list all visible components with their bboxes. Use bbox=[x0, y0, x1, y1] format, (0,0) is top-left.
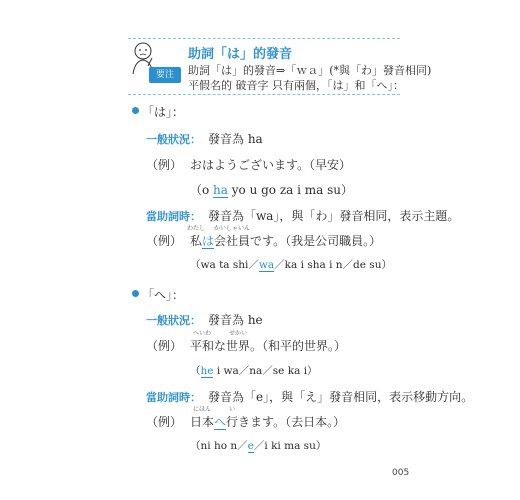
example-label: （例） bbox=[146, 234, 183, 248]
particle-case-tag: 當助詞時： bbox=[146, 391, 201, 404]
example-sentence: にほん 日本へ い 行きます。（去日本。） bbox=[190, 406, 346, 429]
highlight-syllable: he bbox=[200, 365, 214, 377]
example-sentence: わたし 私は かいしゃいん 会社員です。（我是公司職員。） bbox=[186, 225, 382, 248]
example-sentence: へいわ 平和な せかい 世界。（和平的世界。） bbox=[190, 330, 347, 353]
section-heading: 「へ」： bbox=[142, 288, 185, 302]
example-sentence: おはようございます。（早安） bbox=[190, 158, 352, 172]
furigana: へいわ bbox=[192, 330, 212, 337]
highlight-syllable: wa bbox=[258, 259, 275, 271]
furigana: かいしゃいん bbox=[214, 225, 251, 232]
note-top-rule bbox=[128, 38, 400, 39]
furigana: い bbox=[229, 406, 236, 413]
highlight-syllable: e bbox=[247, 440, 254, 452]
example-romaji: （o ha yo u go za i ma su） bbox=[190, 183, 354, 197]
example-label: （例） bbox=[146, 339, 183, 353]
note-title: 助詞「は」的發音 bbox=[188, 47, 293, 62]
particle-case-text: 發音為「wa」，與「わ」發音相同，表示主題。 bbox=[208, 209, 460, 223]
general-case-tag: 一般狀況： bbox=[146, 133, 201, 146]
section-bullet bbox=[132, 107, 139, 114]
note-line-1: 助詞「は」的發音⇒「ｗａ」(*與「わ」發音相同) bbox=[188, 64, 432, 77]
highlight-particle: へ bbox=[214, 415, 227, 429]
note-line-2: 平假名的 破音字 只有兩個，「は」和「へ」： bbox=[188, 79, 404, 92]
particle-case-tag: 當助詞時： bbox=[146, 210, 201, 223]
general-case-text: 發音為 ha bbox=[208, 132, 263, 146]
example-romaji: （wa ta shi／wa／ka i sha i n／de su） bbox=[190, 259, 392, 271]
general-case-tag: 一般狀況： bbox=[146, 314, 201, 327]
section-heading: 「は」： bbox=[142, 105, 185, 119]
section-bullet bbox=[132, 290, 139, 297]
furigana: わたし bbox=[186, 225, 206, 232]
general-case-text: 發音為 he bbox=[208, 313, 263, 327]
example-label: （例） bbox=[146, 415, 183, 429]
page-number: 005 bbox=[392, 468, 410, 478]
furigana: せかい bbox=[229, 330, 248, 337]
highlight-particle: は bbox=[202, 234, 215, 248]
example-romaji: （ni ho n／e／i ki ma su） bbox=[190, 440, 327, 452]
furigana: にほん bbox=[192, 406, 212, 413]
example-label: （例） bbox=[146, 158, 183, 172]
particle-case-text: 發音為「e」，與「え」發音相同，表示移動方向。 bbox=[208, 390, 474, 404]
example-romaji: （he i wa／na／se ka i） bbox=[190, 365, 318, 377]
attention-badge: 要注意！ bbox=[149, 67, 181, 83]
highlight-syllable: ha bbox=[213, 183, 228, 197]
note-bottom-rule bbox=[128, 94, 400, 95]
